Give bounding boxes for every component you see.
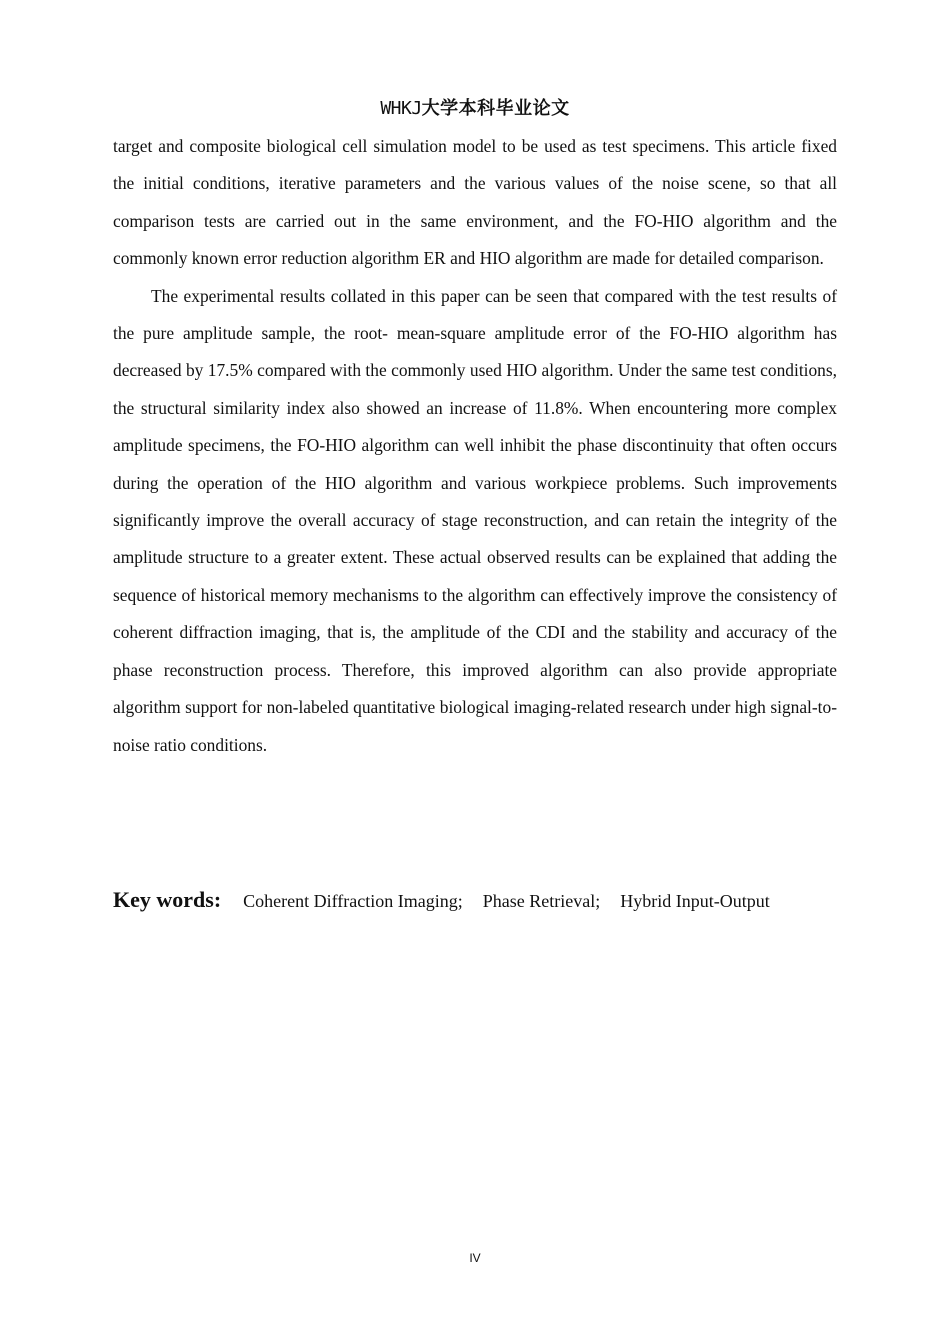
keyword-1: Coherent Diffraction Imaging; xyxy=(243,891,463,911)
keywords-line xyxy=(113,884,853,917)
header-thesis-title: 大学本科毕业论文 xyxy=(421,98,570,119)
keywords-label: Key words: xyxy=(113,887,222,912)
abstract-paragraph-2: The experimental results collated in this paper can be seen that compared with the test results of the pure amplitude sample, the root- mean-square amplitude error of the FO-HIO algorithm has decreased by 17.5% compared with the commonly used HIO algorithm. Under the same test conditions, the structural similarity index also showed an increase of 11.8%. When encountering more complex amplitude specimens, the FO-HIO algorithm can well inhibit the phase discontinuity that often occurs during the operation of the HIO algorithm and various workpiece problems. Such improvements significantly improve the overall accuracy of stage reconstruction, and can retain the integrity of the amplitude structure to a greater extent. These actual observed results can be explained that adding the sequence of historical memory mechanisms to the algorithm can effectively improve the consistency of coherent diffraction imaging, that is, the amplitude of the CDI and the stability and accuracy of the phase reconstruction process. Therefore, this improved algorithm can also provide appropriate algorithm support for non-labeled quantitative biological imaging-related research under high signal-to-noise ratio conditions. xyxy=(113,285,837,755)
keyword-3: Hybrid Input-Output xyxy=(620,891,770,911)
page-number: IV xyxy=(469,1251,481,1265)
abstract-body xyxy=(113,128,837,764)
keyword-2: Phase Retrieval; xyxy=(482,891,601,911)
page-header xyxy=(0,96,950,122)
header-university-code: WHKJ xyxy=(380,98,422,119)
abstract-paragraph-1: target and composite biological cell simulation model to be used as test specimens. This article fixed the initial conditions, iterative parameters and the various values of the noise scene, so that all comparison tests are carried out in the same environment, and the FO-HIO algorithm and the commonly known error reduction algorithm ER and HIO algorithm are made for detailed comparison. xyxy=(113,136,837,269)
